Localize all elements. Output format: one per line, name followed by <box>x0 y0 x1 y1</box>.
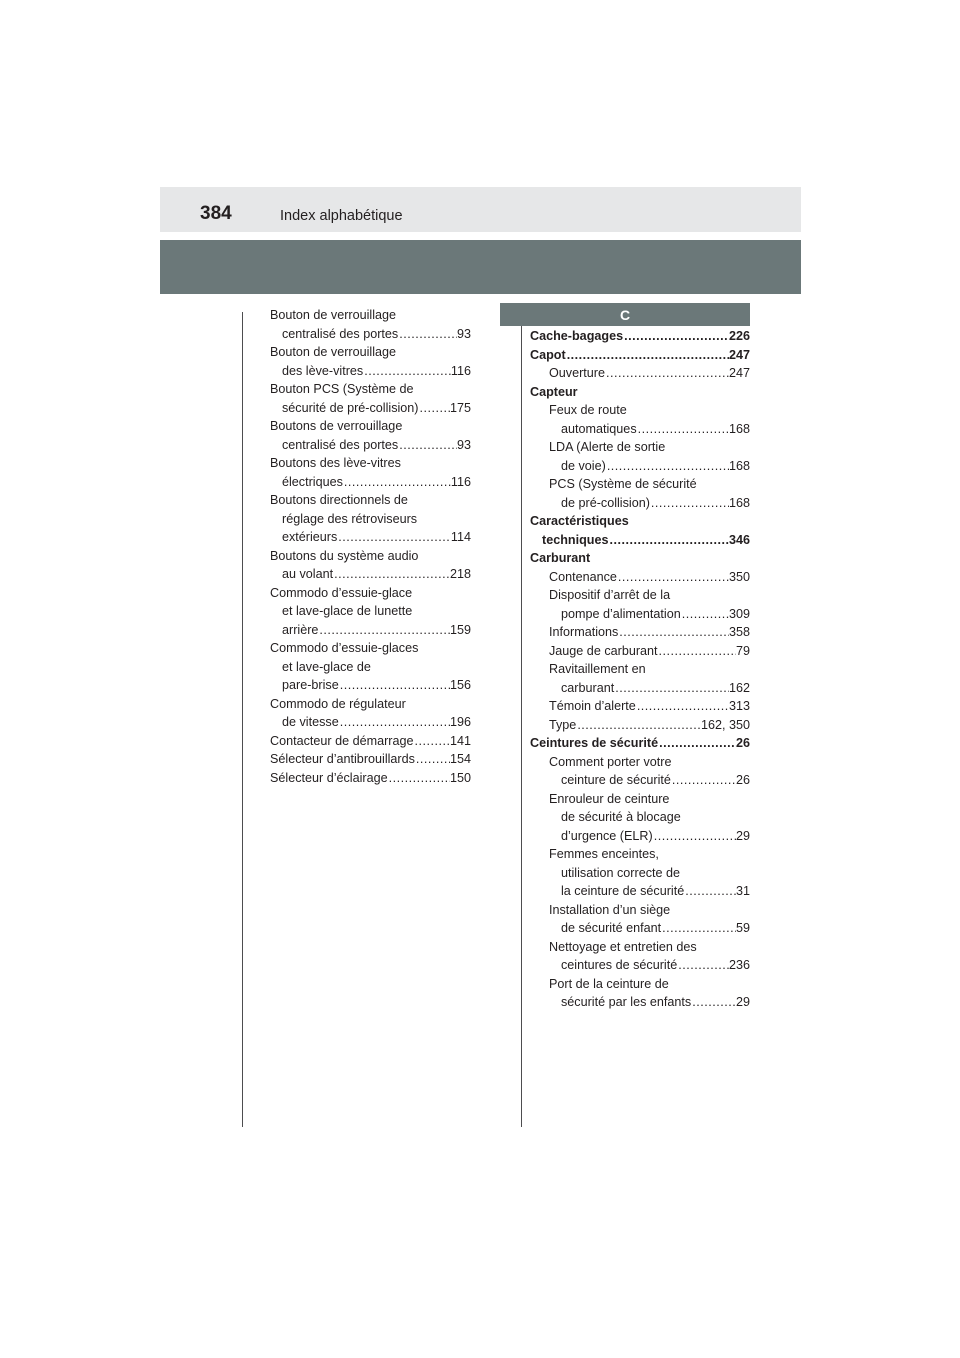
entry-label: Commodo d’essuie-glaces <box>270 641 419 655</box>
left-index-entry <box>270 473 471 492</box>
entry-label: Ravitaillement en <box>549 662 646 676</box>
page-reference: 150 <box>449 770 471 785</box>
left-index-entry <box>270 732 471 751</box>
dot-leader <box>617 568 729 587</box>
entry-label: Nettoyage et entretien des <box>549 939 697 954</box>
dot-leader <box>333 565 450 584</box>
entry-label: la ceinture de sécurité <box>561 884 685 898</box>
entry-label: Bouton de verrouillage <box>270 308 397 322</box>
right-index-entry <box>530 531 750 550</box>
entry-label: Boutons des lève-vitres <box>270 456 401 470</box>
dot-leader <box>606 457 729 476</box>
page-reference: 116 <box>450 363 471 378</box>
entry-label: Caractéristiques <box>530 514 629 528</box>
dot-leader <box>339 713 450 732</box>
page-reference: 350 <box>728 569 750 584</box>
entry-label: Installation d’un siège <box>549 902 671 917</box>
entry-label: Commodo de régulateur <box>270 696 406 711</box>
left-index-entry <box>270 621 471 640</box>
right-index-entry <box>530 420 750 439</box>
right-index-entry <box>530 716 750 735</box>
right-index-entry <box>530 494 750 513</box>
page-reference: 247 <box>728 347 750 362</box>
right-index-entry <box>530 697 750 716</box>
dot-leader <box>414 732 450 751</box>
entry-label: Cache-bagages <box>530 329 624 343</box>
entry-label: de sécurité enfant <box>561 921 662 935</box>
entry-label: de sécurité à blocage <box>561 810 681 824</box>
right-index-entry <box>530 827 750 846</box>
entry-label: réglage des rétroviseurs <box>282 511 418 526</box>
entry-label: de pré-collision) <box>561 495 650 510</box>
entry-label: Port de la ceinture de <box>549 976 669 991</box>
right-index-entry <box>530 901 750 920</box>
entry-label: Boutons du système audio <box>270 548 419 563</box>
right-index-entry <box>530 623 750 642</box>
right-index-entry <box>530 586 750 605</box>
dot-leader <box>650 494 729 513</box>
dot-leader <box>419 399 450 418</box>
entry-label: Ceintures de sécurité <box>530 736 659 750</box>
left-index-entry <box>270 510 471 529</box>
page-reference: 247 <box>728 366 750 380</box>
page-reference: 26 <box>735 773 750 787</box>
left-index-entry <box>270 325 471 344</box>
left-index-entry <box>270 399 471 418</box>
page-number: 384 <box>200 203 232 224</box>
right-index-entry <box>530 642 750 661</box>
page-reference: 162 <box>728 680 750 695</box>
dot-leader <box>337 528 451 547</box>
right-index-entry <box>530 438 750 457</box>
dot-leader <box>415 750 450 769</box>
page-reference: 346 <box>728 532 750 547</box>
page-reference: 156 <box>449 678 471 692</box>
entry-label: d’urgence (ELR) <box>561 828 653 843</box>
page-reference: 31 <box>735 884 750 898</box>
left-index-entry <box>270 343 471 362</box>
right-index-entry <box>530 956 750 975</box>
entry-label: centralisé des portes <box>282 437 399 452</box>
left-index-entry <box>270 528 471 547</box>
entry-label: PCS (Système de sécurité <box>549 477 697 491</box>
right-index-entry <box>530 808 750 827</box>
index-column-right <box>530 327 750 1012</box>
right-index-entry <box>530 919 750 938</box>
entry-label: techniques <box>542 532 609 547</box>
page-reference: 358 <box>728 625 750 639</box>
entry-label: Carburant <box>530 551 591 565</box>
entry-label: Contenance <box>549 569 617 584</box>
dot-leader <box>618 623 729 642</box>
page-reference: 154 <box>449 752 471 766</box>
entry-label: Capteur <box>530 384 578 399</box>
dot-leader <box>363 362 451 381</box>
page-reference: 175 <box>449 400 471 415</box>
dot-leader <box>637 420 729 439</box>
entry-label: Témoin d’alerte <box>549 699 636 713</box>
entry-label: sécurité par les enfants <box>561 995 692 1009</box>
right-index-entry <box>530 938 750 957</box>
dot-leader <box>343 473 451 492</box>
page-reference: 218 <box>449 567 471 581</box>
page-reference: 309 <box>728 606 750 621</box>
page-reference: 159 <box>449 622 471 637</box>
left-index-entry <box>270 306 471 325</box>
right-index-entry <box>530 993 750 1012</box>
right-index-entry <box>530 605 750 624</box>
dot-leader <box>661 919 736 938</box>
right-index-entry <box>530 346 750 365</box>
page-reference: 79 <box>735 643 750 658</box>
right-index-entry <box>530 457 750 476</box>
page-reference: 313 <box>728 699 750 713</box>
dot-leader <box>636 697 729 716</box>
dot-leader <box>684 882 736 901</box>
left-index-entry <box>270 547 471 566</box>
page-reference: 93 <box>456 326 471 341</box>
left-index-entry <box>270 750 471 769</box>
left-index-entry <box>270 602 471 621</box>
dot-leader <box>677 956 729 975</box>
left-index-entry <box>270 676 471 695</box>
dot-leader <box>658 734 736 753</box>
page-reference: 162, 350 <box>700 717 750 732</box>
entry-label: Sélecteur d’éclairage <box>270 770 388 785</box>
right-index-entry <box>530 401 750 420</box>
entry-label: Bouton de verrouillage <box>270 345 397 359</box>
section-title: Index alphabétique <box>280 208 403 224</box>
page-reference: 141 <box>449 733 471 748</box>
entry-label: sécurité de pré-collision) <box>282 400 419 415</box>
right-index-entry <box>530 864 750 883</box>
entry-label: Sélecteur d’antibrouillards <box>270 752 415 766</box>
dot-leader <box>398 436 457 455</box>
page-reference: 114 <box>450 530 471 544</box>
entry-label: des lève-vitres <box>282 363 364 378</box>
entry-label: Enrouleur de ceinture <box>549 791 670 806</box>
left-index-entry <box>270 584 471 603</box>
left-margin-rule <box>242 312 243 1127</box>
right-index-entry <box>530 771 750 790</box>
dot-leader <box>398 325 457 344</box>
right-index-entry <box>530 549 750 568</box>
entry-label: Informations <box>549 625 619 639</box>
entry-label: Boutons directionnels de <box>270 493 408 507</box>
right-index-entry <box>530 364 750 383</box>
page-reference: 116 <box>450 474 471 489</box>
left-index-entry <box>270 454 471 473</box>
entry-label: au volant <box>282 567 334 581</box>
dot-leader <box>653 827 736 846</box>
entry-label: Boutons de verrouillage <box>270 419 403 433</box>
dot-leader <box>318 621 450 640</box>
dot-leader <box>671 771 736 790</box>
right-index-entry <box>530 790 750 809</box>
right-index-entry <box>530 845 750 864</box>
entry-label: pompe d’alimentation <box>561 606 681 621</box>
left-index-entry <box>270 658 471 677</box>
page-reference: 196 <box>449 715 471 729</box>
dot-leader <box>339 676 450 695</box>
right-index-entry <box>530 882 750 901</box>
entry-label: Femmes enceintes, <box>549 847 659 861</box>
right-index-entry <box>530 679 750 698</box>
dot-leader <box>576 716 701 735</box>
entry-label: Type <box>549 717 577 732</box>
entry-label: Contacteur de démarrage <box>270 733 414 748</box>
right-index-entry <box>530 327 750 346</box>
entry-label: Commodo d’essuie-glace <box>270 585 413 600</box>
page-reference: 59 <box>735 921 750 935</box>
page-reference: 168 <box>728 495 750 510</box>
right-index-entry <box>530 475 750 494</box>
decorative-band <box>160 240 801 294</box>
left-index-entry <box>270 380 471 399</box>
dot-leader <box>566 346 729 365</box>
entry-label: LDA (Alerte de sortie <box>549 440 666 454</box>
entry-label: de vitesse <box>282 715 339 729</box>
entry-label: et lave-glace de lunette <box>282 604 413 618</box>
dot-leader <box>623 327 729 346</box>
section-letter-tab <box>500 303 750 326</box>
entry-label: pare-brise <box>282 678 339 692</box>
left-index-entry <box>270 695 471 714</box>
entry-label: Dispositif d’arrêt de la <box>549 588 671 602</box>
entry-label: Capot <box>530 347 566 362</box>
page-reference: 226 <box>728 329 750 343</box>
entry-label: automatiques <box>561 421 637 436</box>
page-reference: 168 <box>728 421 750 436</box>
left-index-entry <box>270 362 471 381</box>
right-index-entry <box>530 383 750 402</box>
entry-label: utilisation correcte de <box>561 865 681 880</box>
left-index-entry <box>270 565 471 584</box>
entry-label: ceintures de sécurité <box>561 958 678 972</box>
index-column-left <box>270 306 471 787</box>
left-index-entry <box>270 491 471 510</box>
left-index-entry <box>270 639 471 658</box>
column-divider <box>521 312 522 1127</box>
right-index-entry <box>530 753 750 772</box>
left-index-entry <box>270 713 471 732</box>
entry-label: carburant <box>561 680 615 695</box>
dot-leader <box>681 605 729 624</box>
left-index-entry <box>270 417 471 436</box>
entry-label: Jauge de carburant <box>549 643 658 658</box>
right-index-entry <box>530 975 750 994</box>
entry-label: Bouton PCS (Système de <box>270 382 414 396</box>
dot-leader <box>658 642 736 661</box>
dot-leader <box>608 531 729 550</box>
page-reference: 168 <box>728 458 750 473</box>
entry-label: arrière <box>282 622 319 637</box>
dot-leader <box>691 993 736 1012</box>
entry-label: de voie) <box>561 458 606 473</box>
dot-leader <box>605 364 729 383</box>
entry-label: Comment porter votre <box>549 754 672 769</box>
entry-label: Feux de route <box>549 403 627 417</box>
entry-label: extérieurs <box>282 530 338 544</box>
dot-leader <box>614 679 729 698</box>
section-letter: C <box>619 306 631 323</box>
page-reference: 93 <box>456 437 471 452</box>
page-reference: 29 <box>735 828 750 843</box>
page-reference: 29 <box>735 995 750 1009</box>
right-index-entry <box>530 734 750 753</box>
entry-label: Ouverture <box>549 366 605 380</box>
header-band <box>160 187 801 232</box>
left-index-entry <box>270 436 471 455</box>
entry-label: ceinture de sécurité <box>561 773 671 787</box>
entry-label: électriques <box>282 474 343 489</box>
entry-label: et lave-glace de <box>282 659 371 674</box>
page-reference: 236 <box>728 958 750 972</box>
dot-leader <box>388 769 450 788</box>
right-index-entry <box>530 512 750 531</box>
right-index-entry <box>530 660 750 679</box>
page-reference: 26 <box>735 736 750 750</box>
right-index-entry <box>530 568 750 587</box>
entry-label: centralisé des portes <box>282 326 399 341</box>
left-index-entry <box>270 769 471 788</box>
